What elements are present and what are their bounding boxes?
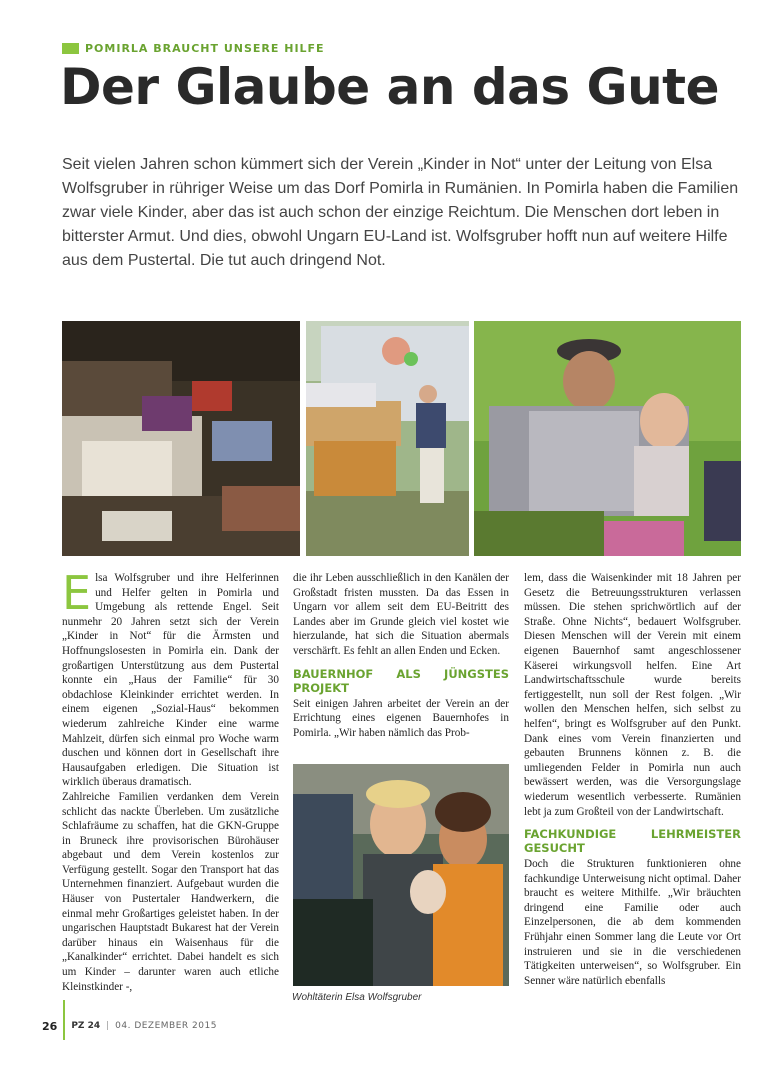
article-title: Der Glaube an das Gute: [60, 58, 719, 116]
photo-caption: Wohltäterin Elsa Wolfsgruber: [292, 992, 422, 1003]
drop-cap: E: [62, 566, 92, 620]
photo-child-boxes: [306, 321, 469, 556]
photo-interior: [62, 321, 300, 556]
column-1-paragraph-1: [62, 566, 279, 790]
column-1-paragraph-1-text: lsa Wolfsgruber und ihre Helferinnen und Helfer gelten in Pomirla und Umgebung als rettende Engel. Seit nunmehr 20 Jahren setzt sich der Verein „Kinder in Not“ für die Ärmsten und Hoffnungslosesten in Pomirla ein. Dank der großartigen Unterstützung aus dem Pustertal konnte ein „Haus der Familie“ für 30 obdachlose Kleinkinder errichtet werden. In einem eigenen „Sozial-Haus“ bekommen wiederum zahlreiche Kinder eine warme Mahlzeit, dürfen sich einmal pro Woche warm duschen und können dort in Gesellschaft ihre Hausaufgaben erledigen. Die Situation ist wirklich überaus dramatisch.: [62, 572, 279, 789]
column-3-paragraph-2: Doch die Strukturen funktionieren ohne fachkundige Unterweisung nicht optimal. Daher braucht es weitere Mithilfe. „Wir bräuchten dringend eine Familie oder auch Einzelpersonen, die ab dem kommenden Frühjahr einen Sommer lang die Leute vor Ort instruieren und sie in die verschiedenen Tätigkeiten unterweisen“, so Wolfsgruber. Ein Senner wäre natürlich ebenfalls: [524, 858, 741, 987]
subhead-bauernhof: BAUERNHOF ALS JÜNGSTES PROJEKT: [293, 666, 509, 695]
page-number: 26: [42, 1019, 58, 1033]
footer-separator: |: [106, 1021, 110, 1031]
photo-man-with-child: [474, 321, 741, 556]
kicker-marker: [62, 43, 79, 54]
kicker-text: POMIRLA BRAUCHT UNSERE HILFE: [85, 42, 325, 55]
column-1-paragraph-2: Zahlreiche Familien verdanken dem Verein schlicht das nackte Überleben. Um zusätzliche Schlafräume zu schaffen, hat die GKN-Gruppe in Bruneck ihre provisorischen Bürohäuser abgebaut und dem Verein kostenlos zur Verfügung gestellt. Sogar den Transport hat das Unternehmen finanziert. Aufgebaut wurden die Häuser von Pustertaler Handwerkern, die einmal mehr Großartiges geleistet haben. In der ungarischen Hauptstadt Bukarest hat der Verein darüber hinaus ein Waisenhaus für die „Kanalkinder“ errichtet. Dabei handelt es sich um Kinder – darunter waren auch etliche Kleinstkinder -,: [62, 790, 279, 993]
section-kicker: [62, 42, 325, 55]
column-2: [293, 571, 509, 740]
subhead-lehrmeister: FACHKUNDIGE LEHRMEISTER GESUCHT: [524, 827, 741, 856]
footer-rule: [63, 1000, 65, 1040]
publication-name: PZ 24: [71, 1021, 101, 1031]
column-3: [524, 571, 741, 988]
column-3-paragraph-1: lem, dass die Waisenkinder mit 18 Jahren per Gesetz die Betreuungsstrukturen verlassen müssen. Die stehen sprichwörtlich auf der Straße. Ohne Nichts“, bedauert Wolfsgruber. Diesen Menschen will der Verein mit einem eigenen Bauernhof samt angeschlossener Käserei wirkungsvoll helfen. Eine Art Landwirtschaftsschule wurde bereits fertiggestellt, nun soll der Rest folgen. „Wir wollen den Menschen helfen, sich selbst zu helfen“, bringt es Wolfsgruber auf den Punkt. Dank eines vom Verein finanzierten und gebauten Brunnens können z. B. die umliegenden Felder in Pomirla nun auch bewässert werden, was die Versorgungslage wiederum wesentlich verbesserte. Rumänien lebt ja zum Großteil von der Landwirtschaft.: [524, 572, 741, 818]
article-lead: Seit vielen Jahren schon kümmert sich der Verein „Kinder in Not“ unter der Leitung von Elsa Wolfsgruber in rühriger Weise um das Dorf Pomirla in Rumänien. In Pomirla haben die Familien zwar viele Kinder, aber das ist auch schon der einzige Reichtum. Die Menschen dort leben in bitterster Armut. Und dies, obwohl Ungarn EU-Land ist. Wolfsgruber hofft nun auf weitere Hilfe aus dem Pustertal. Die tut auch dringend Not.: [62, 156, 739, 269]
column-2-paragraph-1: die ihr Leben ausschließlich in den Kanälen der Großstadt fristen mussten. Da das Essen in Ungarn vor allem seit dem EU-Beitritt des Landes aber im Grunde gleich viel kostet wie hierzulande, hat sich die Situation abermals verschärft. Es fehlt an allen Enden und Ecken.: [293, 572, 509, 657]
issue-date: 04. DEZEMBER 2015: [115, 1021, 217, 1031]
photo-elsa-wolfsgruber: [293, 764, 509, 986]
column-1: [62, 566, 279, 994]
page-footer: [42, 1012, 217, 1040]
column-2-paragraph-2: Seit einigen Jahren arbeitet der Verein an der Errichtung eines eigenen Bauernhofes in Pomirla. „Wir haben nämlich das Prob-: [293, 697, 509, 739]
